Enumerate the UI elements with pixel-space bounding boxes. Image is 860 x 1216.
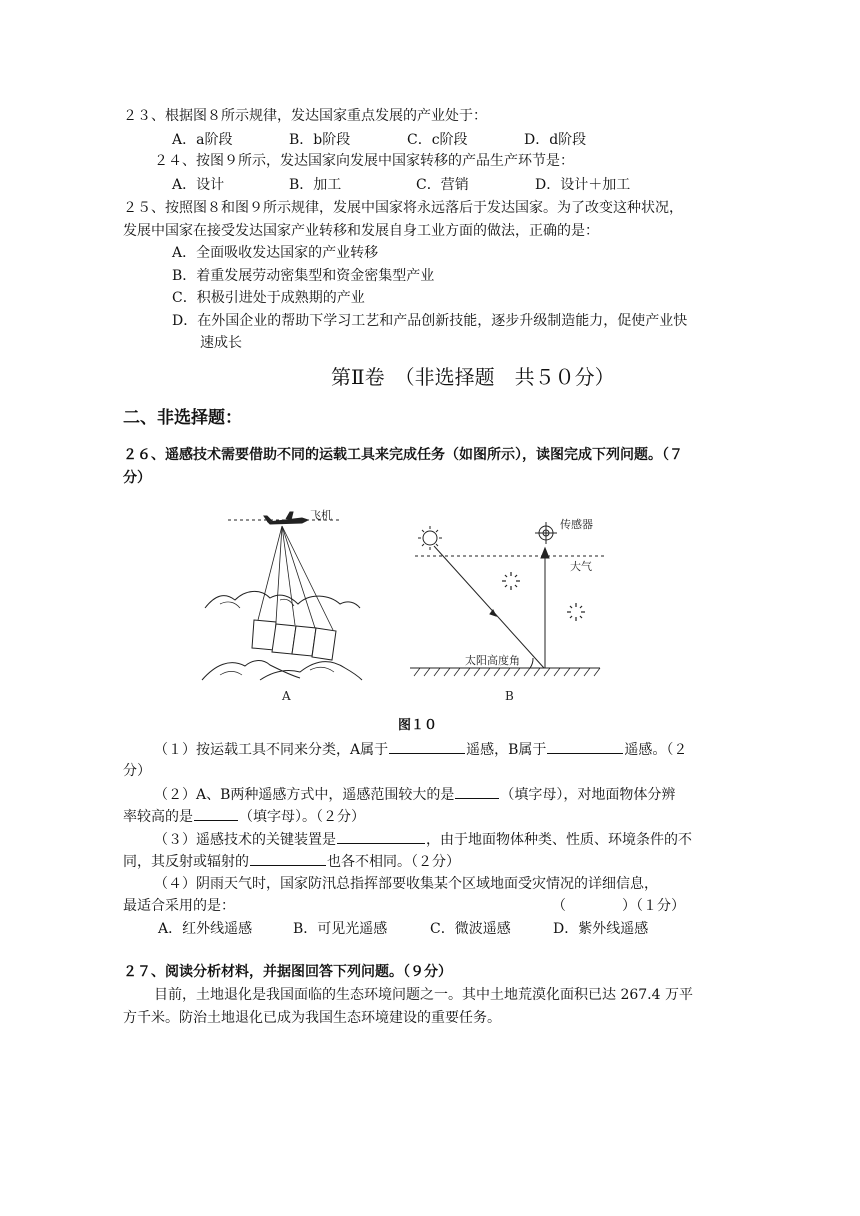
sun-angle-label: 太阳高度角 — [465, 654, 520, 667]
q25-stem-line2: 发展中国家在接受发达国家产业转移和发展自身工业方面的做法，正确的是： — [123, 223, 599, 239]
q25-option-a: A．全面吸收发达国家的产业转移 — [172, 245, 379, 261]
sensor-icon — [535, 522, 557, 544]
q26-p2-text-a: （２）A、B两种遥感方式中，遥感范围较大的是 — [154, 787, 455, 803]
sensor-label: 传感器 — [560, 518, 593, 531]
q24-option-b: B．加工 — [289, 177, 342, 193]
answer-blank[interactable] — [250, 851, 326, 866]
answer-blank[interactable] — [547, 739, 623, 754]
q27-paragraph-line1: 目前，土地退化是我国面临的生态环境问题之一。其中土地荒漠化面积已达 267.4 万平 — [154, 987, 693, 1003]
sun-angle-arc — [530, 658, 533, 668]
q26-p1-text-a: （１）按运载工具不同来分类，A属于 — [154, 742, 389, 758]
q25-option-d-cont: 速成长 — [200, 335, 242, 351]
q24-option-c: C．营销 — [416, 177, 469, 193]
q26-part4-answer[interactable]: （ ）（１分） — [552, 898, 685, 914]
q26-part4-line2: 最适合采用的是： — [123, 898, 235, 914]
q25-option-d: D．在外国企业的帮助下学习工艺和产品创新技能，逐步升级制造能力，促使产业快 — [172, 313, 688, 329]
figure-10 — [190, 500, 630, 712]
cloud-particle-1 — [502, 572, 520, 590]
q26-p1-text-c: 遥感。（２ — [624, 742, 688, 758]
q23-option-a: A．a阶段 — [172, 132, 233, 148]
q27-paragraph-line2: 方千米。防治土地退化已成为我国生态环境建设的重要任务。 — [123, 1010, 501, 1026]
q26-part3-line2 — [123, 851, 460, 872]
q25-stem-line1: ２５、按照图８和图９所示规律，发展中国家将永远落后于发达国家。为了改变这种状况， — [123, 200, 683, 216]
airplane-icon — [264, 512, 308, 524]
cloud-particle-2 — [567, 603, 585, 621]
q26-option-b: B．可见光遥感 — [293, 921, 388, 937]
figure-caption: 图１０ — [398, 718, 438, 733]
q26-part1-line1 — [154, 739, 687, 760]
panel-b — [410, 522, 605, 676]
q26-p3-text-a: （３）遥感技术的关键装置是 — [154, 832, 336, 848]
mountains-back — [205, 591, 360, 608]
q23-option-d: D．d阶段 — [524, 132, 587, 148]
answer-blank[interactable] — [337, 829, 425, 844]
q24-option-d: D．设计＋加工 — [535, 177, 631, 193]
answer-blank[interactable] — [194, 806, 238, 821]
reflected-ray-arrow — [541, 548, 549, 558]
q27-stem: ２７、阅读分析材料，并据图回答下列问题。（９分） — [123, 964, 452, 980]
q26-option-c: C．微波遥感 — [430, 921, 511, 937]
part2-title: 第Ⅱ卷 （非选择题 共５０分） — [331, 365, 615, 389]
atmosphere-label: 大气 — [570, 560, 592, 573]
sun-icon — [418, 526, 442, 550]
q26-part1-line2: 分） — [123, 763, 151, 779]
q26-p3-text-c: 同，其反射或辐射的 — [123, 854, 249, 870]
q24-option-a: A．设计 — [172, 177, 225, 193]
q26-part2-line1 — [154, 784, 675, 805]
q26-p2-text-b: （填字母），对地面物体分辨 — [500, 787, 676, 803]
q26-p1-text-b: 遥感，B属于 — [466, 742, 547, 758]
q26-stem-line2: 分） — [123, 470, 151, 486]
label-b: B — [505, 689, 514, 703]
q26-part2-line2 — [123, 806, 365, 827]
panel-a — [202, 512, 362, 680]
mountains-front — [202, 661, 362, 680]
incident-ray — [434, 546, 544, 668]
q26-p2-text-c: 率较高的是 — [123, 809, 193, 825]
ground-hatching — [414, 668, 600, 676]
answer-blank[interactable] — [455, 784, 499, 799]
q25-option-c: C．积极引进处于成熟期的产业 — [172, 290, 365, 306]
answer-blank[interactable] — [389, 739, 465, 754]
incident-ray-arrow — [490, 610, 496, 616]
q26-part3-line1 — [154, 829, 692, 850]
q26-p3-text-b: ，由于地面物体种类、性质、环境条件的不 — [426, 832, 692, 848]
q25-option-b: B．着重发展劳动密集型和资金密集型产业 — [172, 268, 435, 284]
q26-part4-line1: （４）阴雨天气时，国家防汛总指挥部要收集某个区域地面受灾情况的详细信息， — [154, 876, 658, 892]
plane-label: 飞机 — [310, 509, 332, 522]
q26-stem-line1: ２６、遥感技术需要借助不同的运载工具来完成任务（如图所示），读图完成下列问题。（７ — [123, 447, 683, 463]
q24-stem: ２４、按图９所示，发达国家向发展中国家转移的产品生产环节是： — [154, 153, 574, 169]
q23-option-c: C．c阶段 — [407, 132, 468, 148]
sensor-beam-lines — [258, 526, 333, 630]
q26-option-a: A．红外线遥感 — [158, 921, 253, 937]
q23-option-b: B．b阶段 — [289, 132, 351, 148]
q23-stem: ２３、根据图８所示规律，发达国家重点发展的产业处于： — [123, 108, 487, 124]
section-heading: 二、非选择题： — [123, 408, 242, 428]
image-frames — [252, 620, 336, 660]
q26-option-d: D．紫外线遥感 — [553, 921, 649, 937]
q26-p2-text-d: （填字母）。（２分） — [239, 809, 365, 825]
q26-p3-text-d: 也各不相同。（２分） — [327, 854, 460, 870]
label-a: A — [282, 689, 291, 703]
